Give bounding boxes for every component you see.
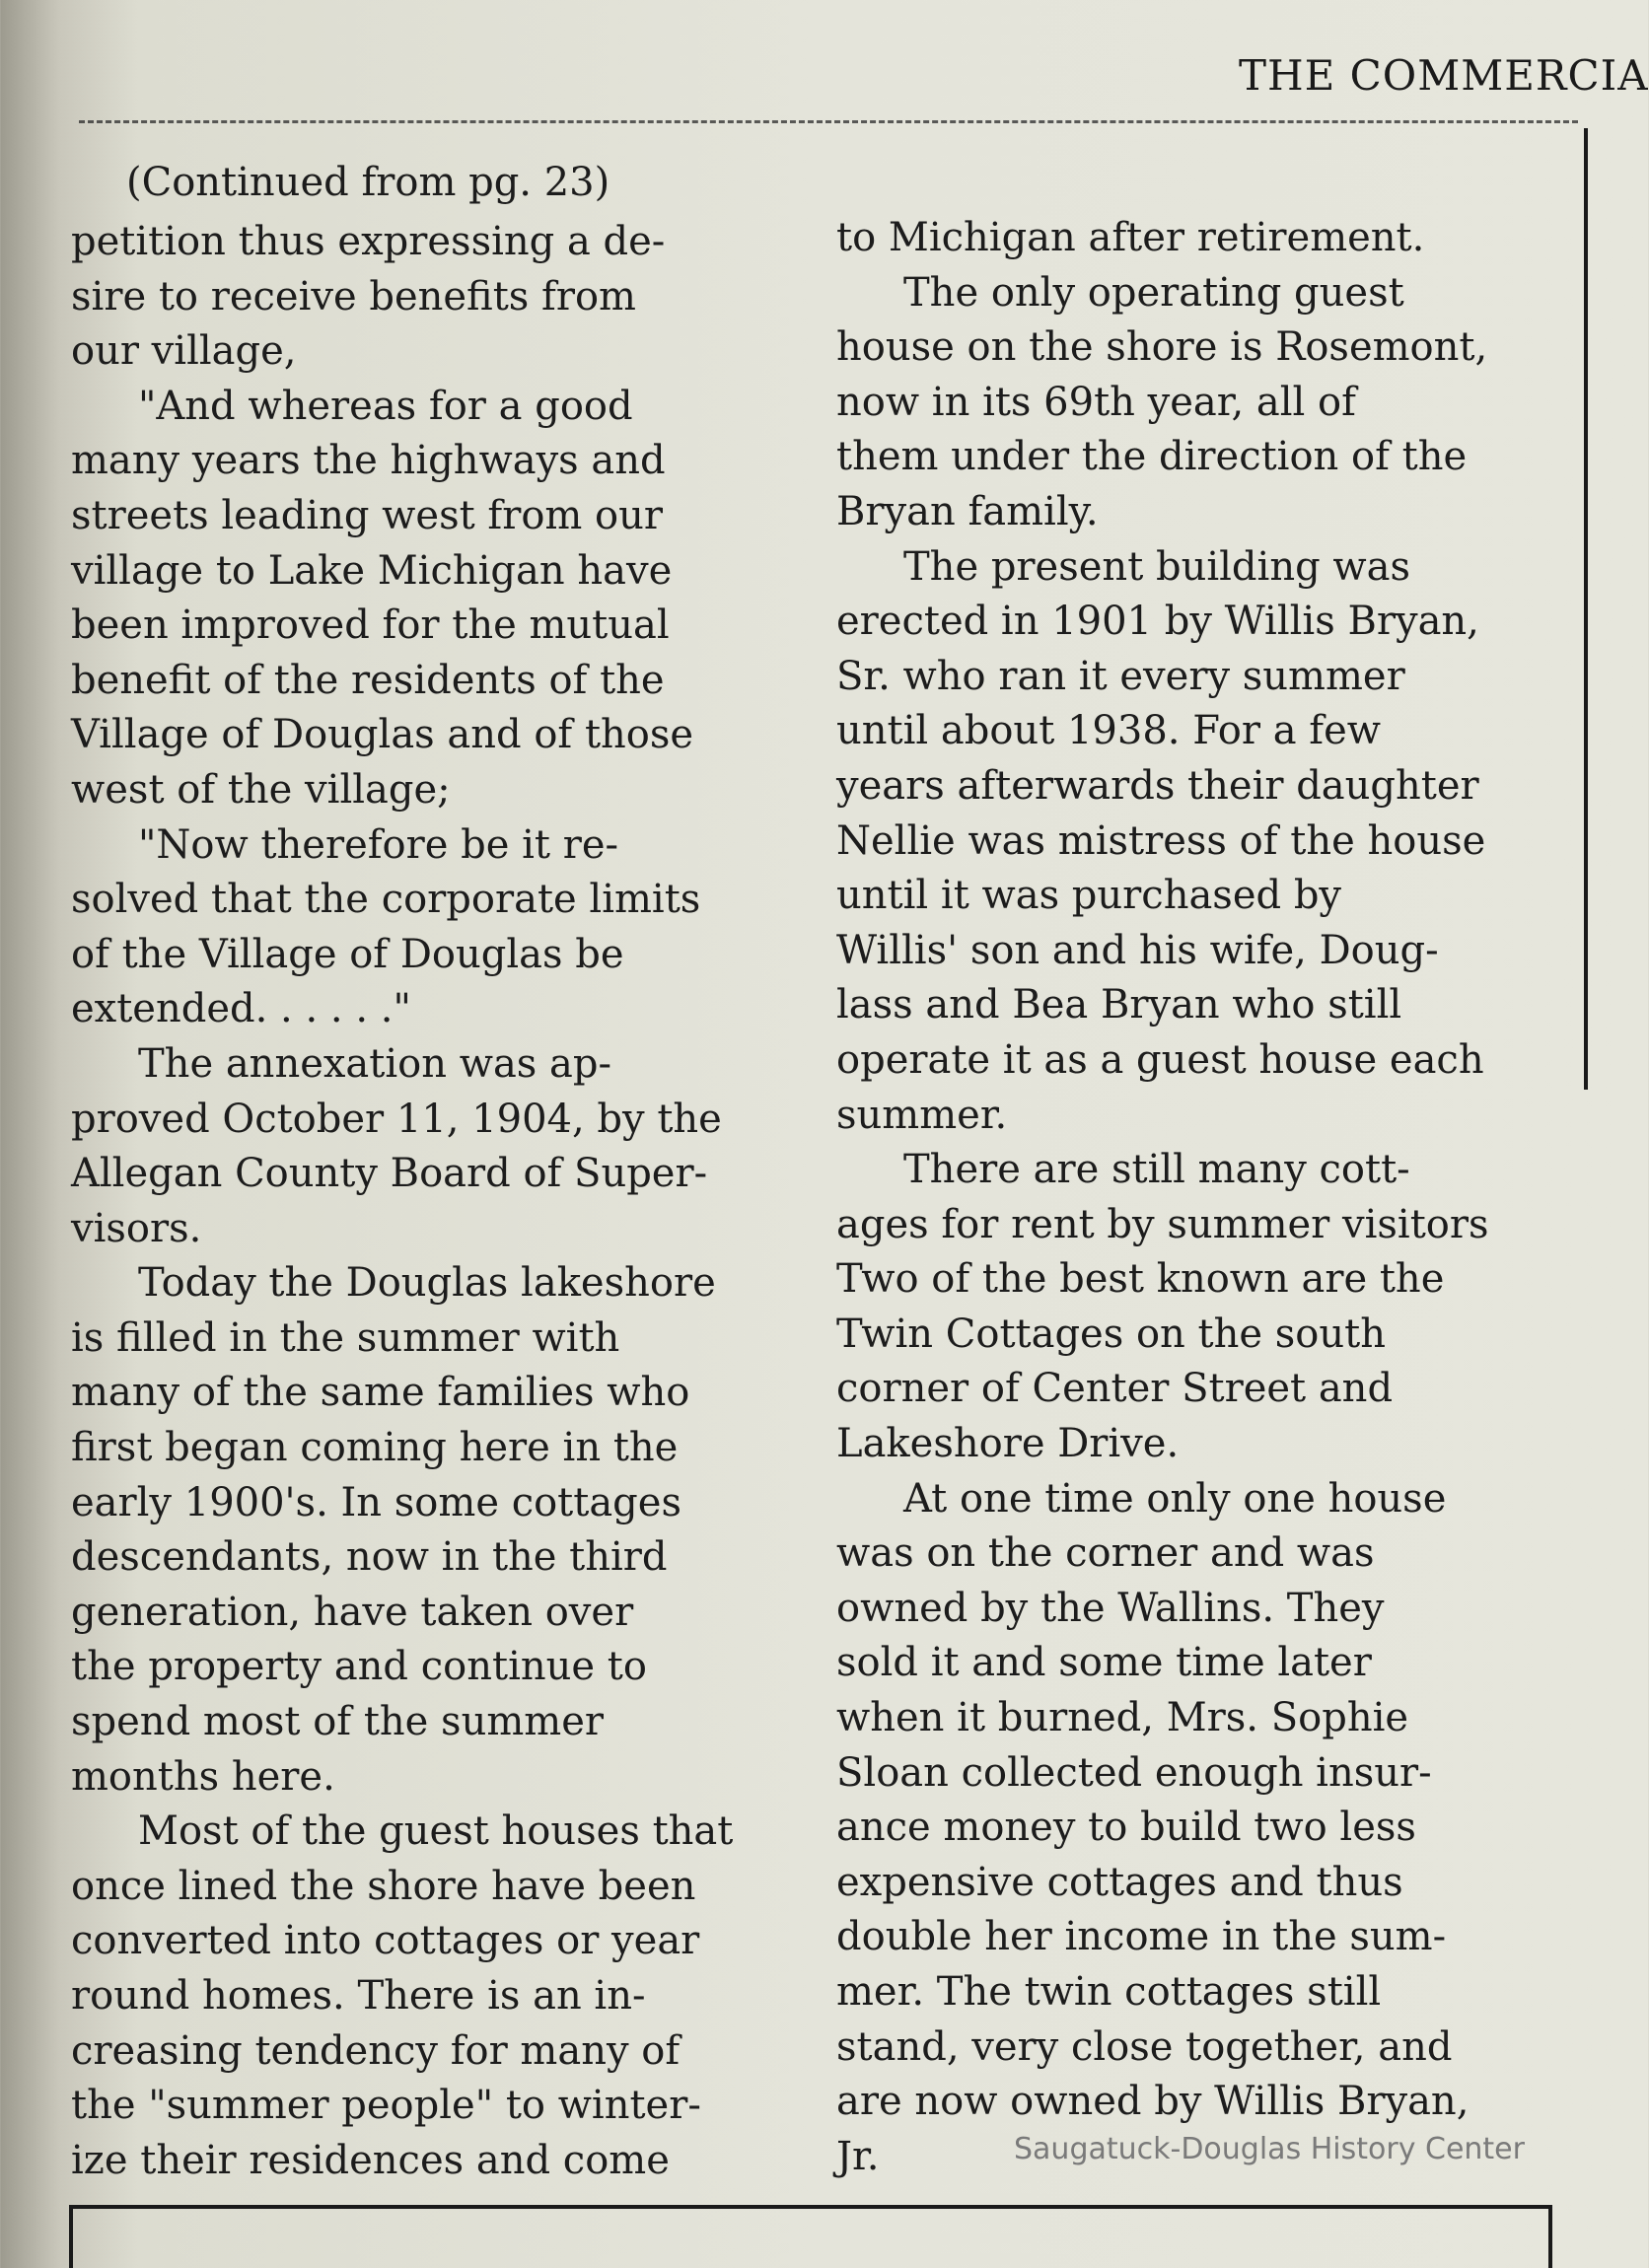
text-line: proved October 11, 1904, by the: [71, 1096, 722, 1142]
text-line: until it was purchased by: [836, 873, 1342, 919]
text-line: stand, very close together, and: [836, 2023, 1453, 2070]
bottom-box-border: [69, 2205, 1552, 2268]
left-column: [71, 215, 801, 2188]
text-line: months here.: [71, 1753, 335, 1800]
text-line: Sloan collected enough insur-: [836, 1749, 1432, 1796]
text-line: double her income in the sum-: [836, 1914, 1447, 1960]
text-line: generation, have taken over: [71, 1589, 634, 1635]
right-column: [836, 211, 1566, 2184]
text-line: Two of the best known are the: [836, 1256, 1445, 1303]
text-line: Most of the guest houses that: [138, 1808, 734, 1855]
text-line: Jr.: [836, 2133, 880, 2179]
text-line: spend most of the summer: [71, 1699, 604, 1745]
text-line: "And whereas for a good: [138, 383, 633, 429]
text-line: ance money to build two less: [836, 1805, 1416, 1851]
text-line: benefit of the residents of the: [71, 657, 665, 703]
text-line: the "summer people" to winter-: [71, 2083, 701, 2129]
text-line: once lined the shore have been: [71, 1863, 696, 1909]
page-header-title: THE COMMERCIA: [1239, 51, 1649, 100]
text-line: mer. The twin cottages still: [836, 1969, 1382, 2015]
text-line: our village,: [71, 328, 297, 375]
text-line: early 1900's. In some cottages: [71, 1479, 681, 1525]
text-line: until about 1938. For a few: [836, 708, 1381, 754]
text-line: sire to receive benefits from: [71, 273, 636, 319]
text-line: The present building was: [903, 543, 1411, 590]
text-line: creasing tendency for many of: [71, 2027, 681, 2074]
text-line: expensive cottages and thus: [836, 1859, 1403, 1905]
text-line: village to Lake Michigan have: [71, 547, 673, 594]
text-line: Allegan County Board of Super-: [71, 1151, 708, 1197]
text-line: Twin Cottages on the south: [836, 1311, 1386, 1357]
text-line: Nellie was mistress of the house: [836, 817, 1486, 864]
text-line: owned by the Wallins. They: [836, 1585, 1385, 1631]
text-line: them under the direction of the: [836, 434, 1468, 480]
text-line: streets leading west from our: [71, 492, 664, 538]
archive-watermark: Saugatuck-Douglas History Center: [1014, 2132, 1525, 2166]
text-line: The annexation was ap-: [138, 1040, 611, 1087]
text-line: ize their residences and come: [71, 2137, 670, 2183]
text-line: corner of Center Street and: [836, 1366, 1394, 1412]
continued-note: (Continued from pg. 23): [126, 160, 610, 205]
text-line: round homes. There is an in-: [71, 1973, 646, 2019]
text-line: Willis' son and his wife, Doug-: [836, 927, 1439, 973]
text-line: is filled in the summer with: [71, 1314, 620, 1361]
text-line: first began coming here in the: [71, 1425, 679, 1471]
text-line: years afterwards their daughter: [836, 762, 1479, 809]
text-line: There are still many cott-: [903, 1147, 1410, 1193]
text-line: the property and continue to: [71, 1644, 647, 1690]
text-line: extended. . . . . .": [71, 986, 411, 1032]
text-line: visors.: [71, 1205, 202, 1251]
text-line: The only operating guest: [903, 269, 1404, 316]
text-line: erected in 1901 by Willis Bryan,: [836, 599, 1479, 645]
text-line: west of the village;: [71, 766, 451, 813]
text-line: now in its 69th year, all of: [836, 379, 1356, 425]
text-line: descendants, now in the third: [71, 1534, 668, 1581]
text-line: to Michigan after retirement.: [836, 215, 1425, 260]
text-line: of the Village of Douglas be: [71, 931, 624, 977]
text-line: Bryan family.: [836, 488, 1099, 534]
text-line: are now owned by Willis Bryan,: [836, 2079, 1470, 2125]
right-box-border: [1584, 128, 1588, 1090]
text-line: when it burned, Mrs. Sophie: [836, 1695, 1409, 1741]
text-line: Today the Douglas lakeshore: [138, 1260, 716, 1307]
text-line: summer.: [836, 1092, 1008, 1138]
text-line: petition thus expressing a de-: [71, 219, 666, 264]
text-line: At one time only one house: [903, 1475, 1447, 1522]
text-line: Village of Douglas and of those: [71, 712, 694, 758]
text-line: house on the shore is Rosemont,: [836, 324, 1488, 371]
header-divider: [79, 120, 1578, 123]
text-line: been improved for the mutual: [71, 602, 670, 649]
text-line: Sr. who ran it every summer: [836, 653, 1405, 699]
text-line: converted into cottages or year: [71, 1918, 700, 1964]
text-line: operate it as a guest house each: [836, 1036, 1484, 1083]
text-line: "Now therefore be it re-: [138, 821, 619, 868]
text-line: many of the same families who: [71, 1370, 690, 1416]
text-line: solved that the corporate limits: [71, 877, 701, 923]
text-line: was on the corner and was: [836, 1530, 1375, 1577]
text-line: Lakeshore Drive.: [836, 1421, 1180, 1467]
text-line: many years the highways and: [71, 438, 666, 484]
text-line: sold it and some time later: [836, 1640, 1372, 1686]
text-line: ages for rent by summer visitors: [836, 1201, 1489, 1247]
text-line: lass and Bea Bryan who still: [836, 982, 1402, 1028]
